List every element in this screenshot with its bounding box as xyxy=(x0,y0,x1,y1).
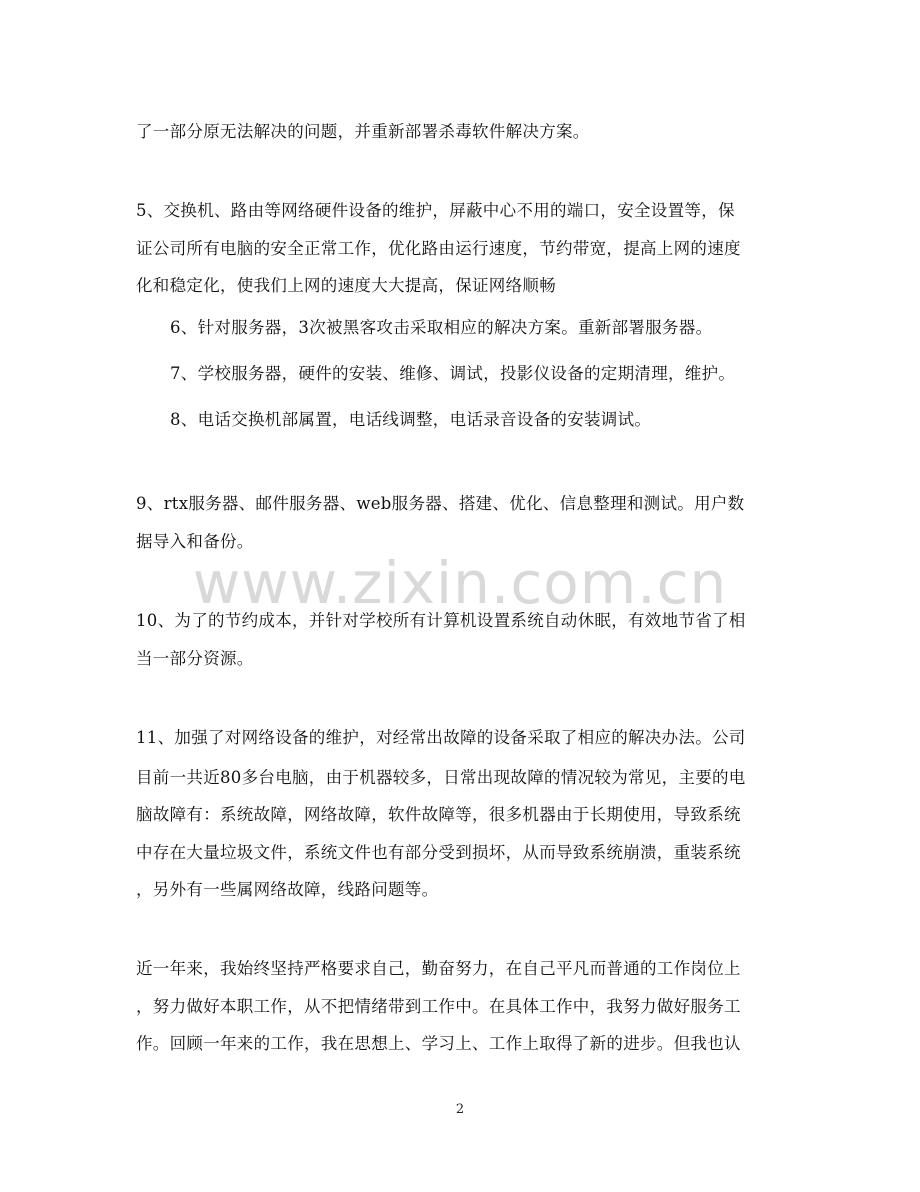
text-line: 5、交换机、路由等网络硬件设备的维护，屏蔽中心不用的端口，安全设置等，保 xyxy=(136,201,735,220)
text-line: ，另外有一些属网络故障，线路问题等。 xyxy=(136,880,439,899)
text-line: 中存在大量垃圾文件，系统文件也有部分受到损坏，从而导致系统崩溃，重装系统 xyxy=(136,843,741,862)
text-line: 证公司所有电脑的安全正常工作，优化路由运行速度，节约带宽，提高上网的速度 xyxy=(136,239,741,258)
text-line: ，努力做好本职工作，从不把情绪带到工作中。在具体工作中，我努力做好服务工 xyxy=(136,997,741,1016)
watermark: www.zixin.com.cn xyxy=(192,549,728,617)
text-line: 目前一共近80多台电脑，由于机器较多，日常出现故障的情况较为常见，主要的电 xyxy=(136,768,746,787)
text-line: 据导入和备份。 xyxy=(136,532,254,551)
text-line: 11、加强了对网络设备的维护，对经常出故障的设备采取了相应的解决办法。公司 xyxy=(136,728,746,747)
text-line: 8、电话交换机部属置，电话线调整，电话录音设备的安装调试。 xyxy=(170,410,652,429)
text-line: 了一部分原无法解决的问题，并重新部署杀毒软件解决方案。 xyxy=(136,122,590,141)
text-line: 当一部分资源。 xyxy=(136,649,254,668)
text-line: 9、rtx服务器、邮件服务器、web服务器、搭建、优化、信息整理和测试。用户数 xyxy=(136,494,745,513)
text-line: 6、针对服务器，3次被黑客攻击采取相应的解决方案。重新部署服务器。 xyxy=(170,318,713,337)
text-line: 化和稳定化，使我们上网的速度大大提高，保证网络顺畅 xyxy=(136,276,556,295)
text-line: 作。回顾一年来的工作，我在思想上、学习上、工作上取得了新的进步。但我也认 xyxy=(136,1034,741,1053)
text-line: 近一年来，我始终坚持严格要求自己，勤奋努力，在自己平凡而普通的工作岗位上 xyxy=(136,959,741,978)
text-line: 7、学校服务器，硬件的安装、维修、调试，投影仪设备的定期清理，维护。 xyxy=(170,364,736,383)
page-number: 2 xyxy=(455,1102,465,1117)
text-line: 脑故障有：系统故障，网络故障，软件故障等，很多机器由于长期使用，导致系统 xyxy=(136,805,741,824)
text-line: 10、为了的节约成本，并针对学校所有计算机设置系统自动休眠，有效地节省了相 xyxy=(136,611,746,630)
